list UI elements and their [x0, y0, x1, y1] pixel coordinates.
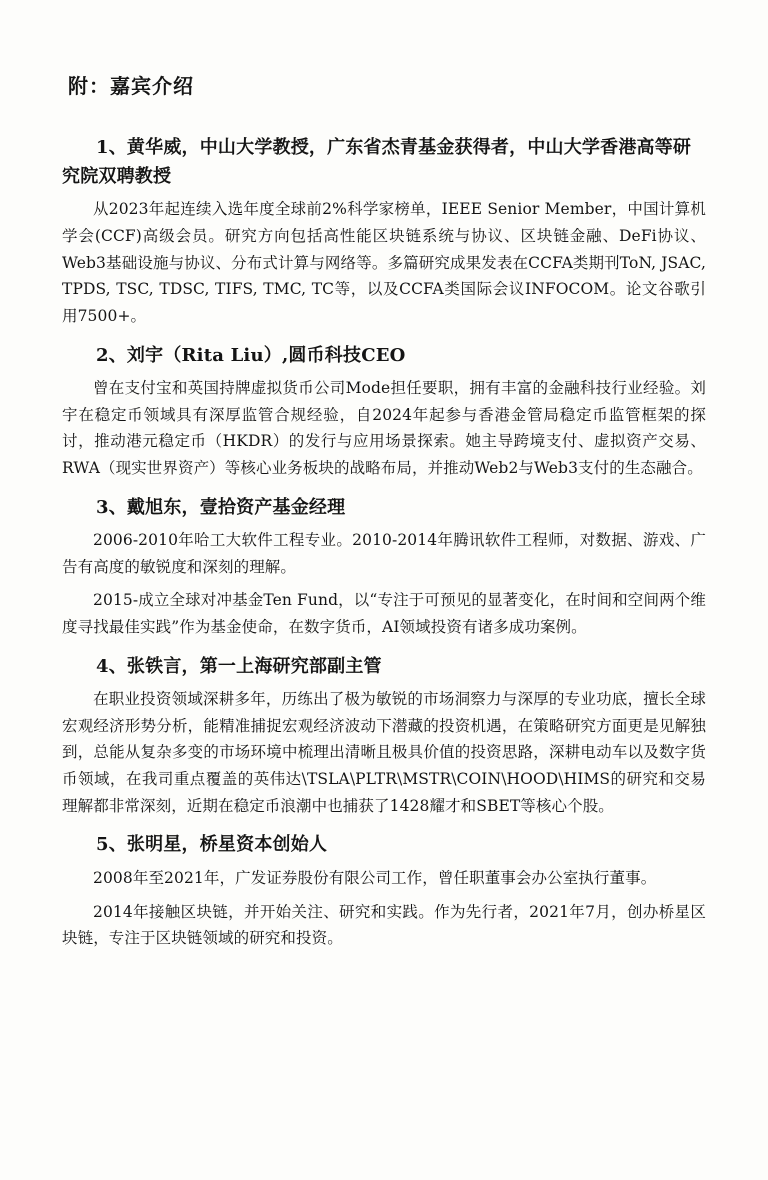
guest-entry [62, 831, 706, 951]
guest-heading: 2、刘宇（Rita Liu）,圆币科技CEO [96, 344, 406, 366]
guest-paragraph: 曾在支付宝和英国持牌虚拟货币公司Mode担任要职，拥有丰富的金融科技行业经验。刘宇在稳定币领域具有深厚监管合规经验，自2024年起参与香港金管局稳定币监管框架的探讨，推动港元稳定币（HKDR）的发行与应用场景探索。她主导跨境支付、虚拟资产交易、RWA（现实世界资产）等核心业务板块的战略布局，并推动Web2与Web3支付的生态融合。 [62, 379, 706, 477]
guest-heading: 4、张铁言，第一上海研究部副主管 [96, 655, 382, 677]
guest-paragraph: 在职业投资领域深耕多年，历练出了极为敏锐的市场洞察力与深厚的专业功底，擅长全球宏观经济形势分析，能精准捕捉宏观经济波动下潜藏的投资机遇，在策略研究方面更是见解独到，总能从复杂多变的市场环境中梳理出清晰且极具价值的投资思路，深耕电动车以及数字货币领域，在我司重点覆盖的英伟达\TSLA\PLTR\MSTR\COIN\HOOD\HIMS的研究和交易理解都非常深刻，近期在稳定币浪潮中也捕获了1428耀才和SBET等核心个股。 [62, 690, 706, 815]
guest-paragraph: 2006-2010年哈工大软件工程专业。2010-2014年腾讯软件工程师，对数据、游戏、广告有高度的敏锐度和深刻的理解。 [62, 531, 706, 576]
guest-entry [62, 494, 706, 641]
guest-paragraph: 2015-成立全球对冲基金Ten Fund，以“专注于可预见的显著变化，在时间和空间两个维度寻找最佳实践”作为基金使命，在数字货币，AI领域投资有诸多成功案例。 [62, 591, 706, 637]
guest-entry [62, 133, 706, 330]
guest-entry [62, 653, 706, 820]
guest-heading: 5、张明星，桥星资本创始人 [96, 834, 328, 856]
guest-paragraph: 2014年接触区块链，并开始关注、研究和实践。作为先行者，2021年7月，创办桥星区块链，专注于区块链领域的研究和投资。 [62, 902, 706, 948]
guest-heading: 1、黄华威，中山大学教授，广东省杰青基金获得者，中山大学香港高等研究院双聘教授 [62, 137, 692, 188]
page-title: 附：嘉宾介绍 [68, 74, 194, 98]
guest-heading: 3、戴旭东，壹拾资产基金经理 [96, 496, 346, 518]
guest-paragraph: 从2023年起连续入选年度全球前2%科学家榜单，IEEE Senior Member，中国计算机学会(CCF)高级会员。研究方向包括高性能区块链系统与协议、区块链金融、DeFi协议、Web3基础设施与协议、分布式计算与网络等。多篇研究成果发表在CCFA类期刊ToN, JSAC, TPDS, TSC, TDSC, TIFS, TMC, TC等，以及CCFA类国际会议INFOCOM。论文谷歌引用7500+。 [62, 200, 706, 325]
guest-entry [62, 342, 706, 482]
guest-paragraph: 2008年至2021年，广发证券股份有限公司工作，曾任职董事会办公室执行董事。 [93, 868, 657, 887]
